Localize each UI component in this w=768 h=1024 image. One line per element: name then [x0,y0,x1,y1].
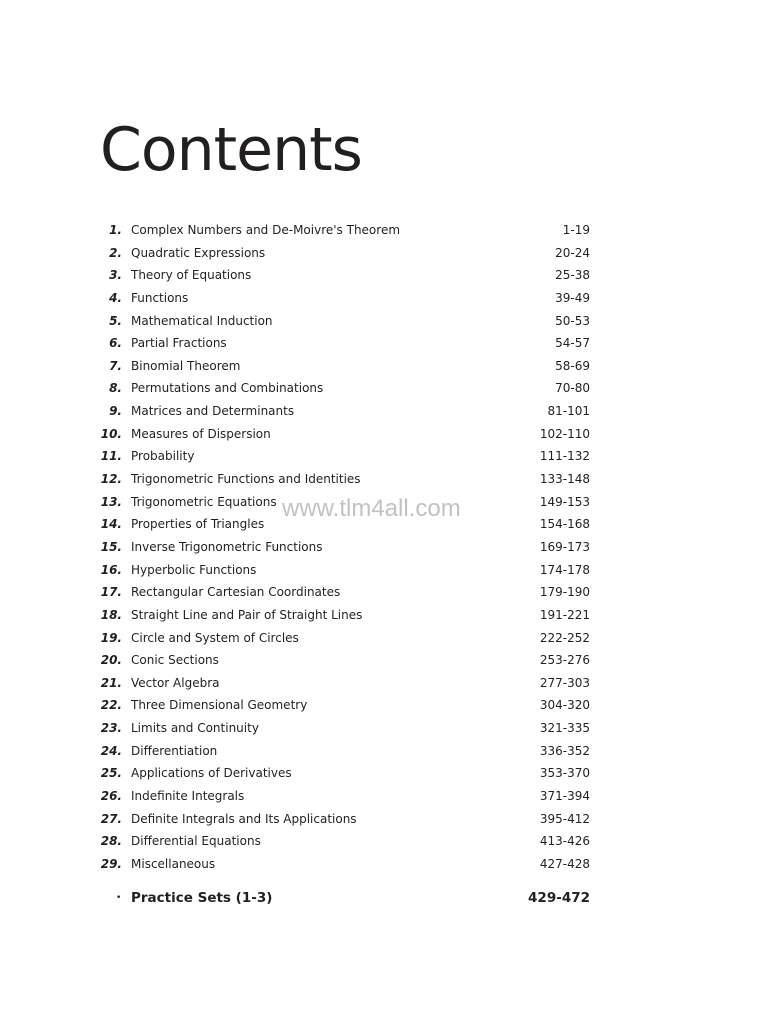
toc-entry [0,604,768,627]
page-range: 427-428 [539,856,590,871]
page-range: 111-132 [539,449,590,464]
chapter-title: Measures of Dispersion [131,426,271,441]
page-range: 20-24 [555,245,590,260]
toc-entry [0,242,768,265]
toc-entry [0,445,768,468]
chapter-number: 13. [100,494,122,509]
chapter-title: Mathematical Induction [131,313,273,328]
chapter-title: Properties of Triangles [131,517,265,532]
chapter-title: Three Dimensional Geometry [131,698,308,713]
practice-sets-title: Practice Sets (1-3) [131,890,273,906]
chapter-number: 12. [100,472,122,487]
toc-entry [0,581,768,604]
chapter-number: 19. [100,630,122,645]
chapter-number: 29. [100,856,122,871]
toc-entry [0,377,768,400]
toc-entry [0,740,768,763]
page-range: 395-412 [539,811,590,826]
page-range: 179-190 [539,585,590,600]
page-range: 222-252 [539,630,590,645]
page-title: Contents [100,115,362,185]
toc-entry [0,785,768,808]
page-range: 169-173 [539,539,590,554]
chapter-number: 25. [100,766,122,781]
chapter-title: Permutations and Combinations [131,381,324,396]
toc-entry [0,287,768,310]
toc-entry [0,400,768,423]
chapter-title: Applications of Derivatives [131,766,292,781]
watermark: www.tlm4all.com [282,495,461,522]
page-range: 253-276 [539,653,590,668]
chapter-title: Differentiation [131,743,218,758]
page-range: 50-53 [555,313,590,328]
chapter-number: 2. [109,245,122,260]
chapter-number: 5. [109,313,122,328]
chapter-number: 8. [109,381,122,396]
chapter-number: 9. [109,404,122,419]
chapter-number: 3. [109,268,122,283]
chapter-title: Inverse Trigonometric Functions [131,539,323,554]
chapter-number: 26. [100,789,122,804]
page-range: 336-352 [539,743,590,758]
page-range: 304-320 [539,698,590,713]
chapter-number: 20. [100,653,122,668]
toc-entry [0,672,768,695]
chapter-title: Conic Sections [131,653,219,668]
chapter-number: 7. [109,358,122,373]
page-range: 1-19 [562,223,590,237]
page-range: 39-49 [555,290,590,305]
page-range: 371-394 [539,789,590,804]
chapter-number: 15. [100,539,122,554]
chapter-title: Trigonometric Functions and Identities [131,472,361,487]
page-range: 149-153 [539,494,590,509]
toc-entry [0,332,768,355]
toc-entry [0,423,768,446]
toc-entry [0,536,768,559]
chapter-title: Vector Algebra [131,675,220,690]
page-range: 81-101 [547,404,590,419]
bullet-icon: • [116,893,122,903]
toc-entry [0,649,768,672]
toc-entry [0,468,768,491]
toc-list [0,219,768,876]
toc-entry [0,808,768,831]
chapter-title: Miscellaneous [131,856,216,871]
chapter-number: 1. [109,223,122,237]
toc-entry [0,559,768,582]
page-range: 191-221 [539,607,590,622]
chapter-title: Straight Line and Pair of Straight Lines [131,607,363,622]
chapter-number: 10. [100,426,122,441]
page-range: 321-335 [539,721,590,736]
toc-entry [0,219,768,242]
chapter-title: Differential Equations [131,834,261,849]
toc-entry [0,830,768,853]
chapter-number: 23. [100,721,122,736]
chapter-title: Definite Integrals and Its Applications [131,811,357,826]
chapter-title: Theory of Equations [131,268,252,283]
page-range: 102-110 [539,426,590,441]
page-range: 133-148 [539,472,590,487]
chapter-title: Limits and Continuity [131,721,259,736]
page-range: 58-69 [555,358,590,373]
toc-entry [0,694,768,717]
toc-entry [0,627,768,650]
chapter-number: 17. [100,585,122,600]
chapter-title: Hyperbolic Functions [131,562,257,577]
chapter-number: 28. [100,834,122,849]
chapter-title: Partial Fractions [131,336,227,351]
chapter-number: 6. [109,336,122,351]
toc-entry [0,853,768,876]
toc-entry [0,264,768,287]
chapter-title: Rectangular Cartesian Coordinates [131,585,341,600]
chapter-number: 27. [100,811,122,826]
chapter-title: Indefinite Integrals [131,789,245,804]
chapter-title: Probability [131,449,195,464]
chapter-number: 14. [100,517,122,532]
chapter-title: Complex Numbers and De-Moivre's Theorem [131,223,401,237]
chapter-number: 4. [109,290,122,305]
page-range: 277-303 [539,675,590,690]
chapter-title: Binomial Theorem [131,358,241,373]
chapter-number: 22. [100,698,122,713]
toc-entry [0,355,768,378]
page-range: 154-168 [539,517,590,532]
chapter-number: 24. [100,743,122,758]
chapter-number: 21. [100,675,122,690]
chapter-title: Functions [131,290,189,305]
chapter-number: 18. [100,607,122,622]
toc-entry [0,310,768,333]
chapter-title: Quadratic Expressions [131,245,266,260]
toc-entry [0,762,768,785]
page-range: 174-178 [539,562,590,577]
toc-entry [0,717,768,740]
practice-sets-row [0,887,768,909]
chapter-number: 16. [100,562,122,577]
practice-sets-pages: 429-472 [528,890,590,906]
chapter-title: Trigonometric Equations [131,494,277,509]
chapter-title: Matrices and Determinants [131,404,295,419]
page-range: 54-57 [555,336,590,351]
page-range: 70-80 [555,381,590,396]
chapter-title: Circle and System of Circles [131,630,299,645]
page-range: 353-370 [539,766,590,781]
chapter-number: 11. [100,449,122,464]
page-range: 413-426 [539,834,590,849]
page-range: 25-38 [555,268,590,283]
